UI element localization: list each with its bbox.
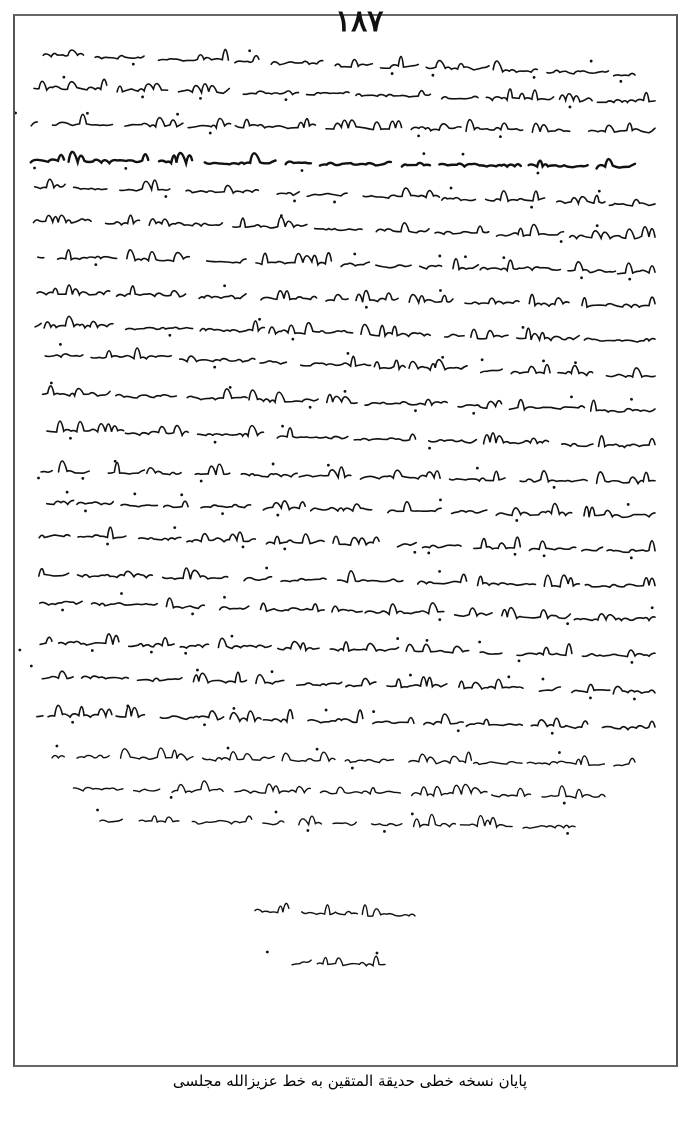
handwritten-line bbox=[34, 76, 655, 109]
handwritten-line bbox=[43, 382, 655, 415]
handwritten-line bbox=[73, 781, 605, 804]
handwritten-line bbox=[30, 665, 655, 701]
handwritten-line bbox=[45, 343, 655, 377]
handwritten-line bbox=[38, 250, 655, 281]
handwritten-line bbox=[39, 567, 655, 588]
handwritten-line bbox=[47, 491, 655, 522]
handwritten-manuscript-text bbox=[15, 16, 677, 1066]
handwritten-line bbox=[43, 49, 635, 82]
handwritten-line bbox=[18, 634, 655, 664]
handwritten-line bbox=[266, 951, 385, 966]
handwritten-line bbox=[52, 745, 635, 770]
handwritten-line bbox=[39, 526, 655, 559]
handwritten-line bbox=[35, 316, 655, 342]
handwritten-line bbox=[37, 284, 655, 308]
handwritten-line bbox=[255, 903, 415, 916]
page-caption: پایان نسخه خطی حدیقة المتقین به خط عزیزالله مجلسی bbox=[172, 1072, 528, 1090]
handwritten-line bbox=[96, 809, 575, 835]
handwritten-line bbox=[33, 214, 655, 243]
page-number: ۱۸۷ bbox=[335, 4, 384, 39]
handwritten-line bbox=[47, 421, 655, 449]
handwritten-line bbox=[35, 179, 655, 208]
handwritten-line bbox=[15, 112, 655, 138]
handwritten-line bbox=[31, 152, 635, 175]
handwritten-line bbox=[40, 592, 655, 625]
handwritten-line bbox=[37, 460, 655, 489]
handwritten-line bbox=[37, 704, 655, 734]
